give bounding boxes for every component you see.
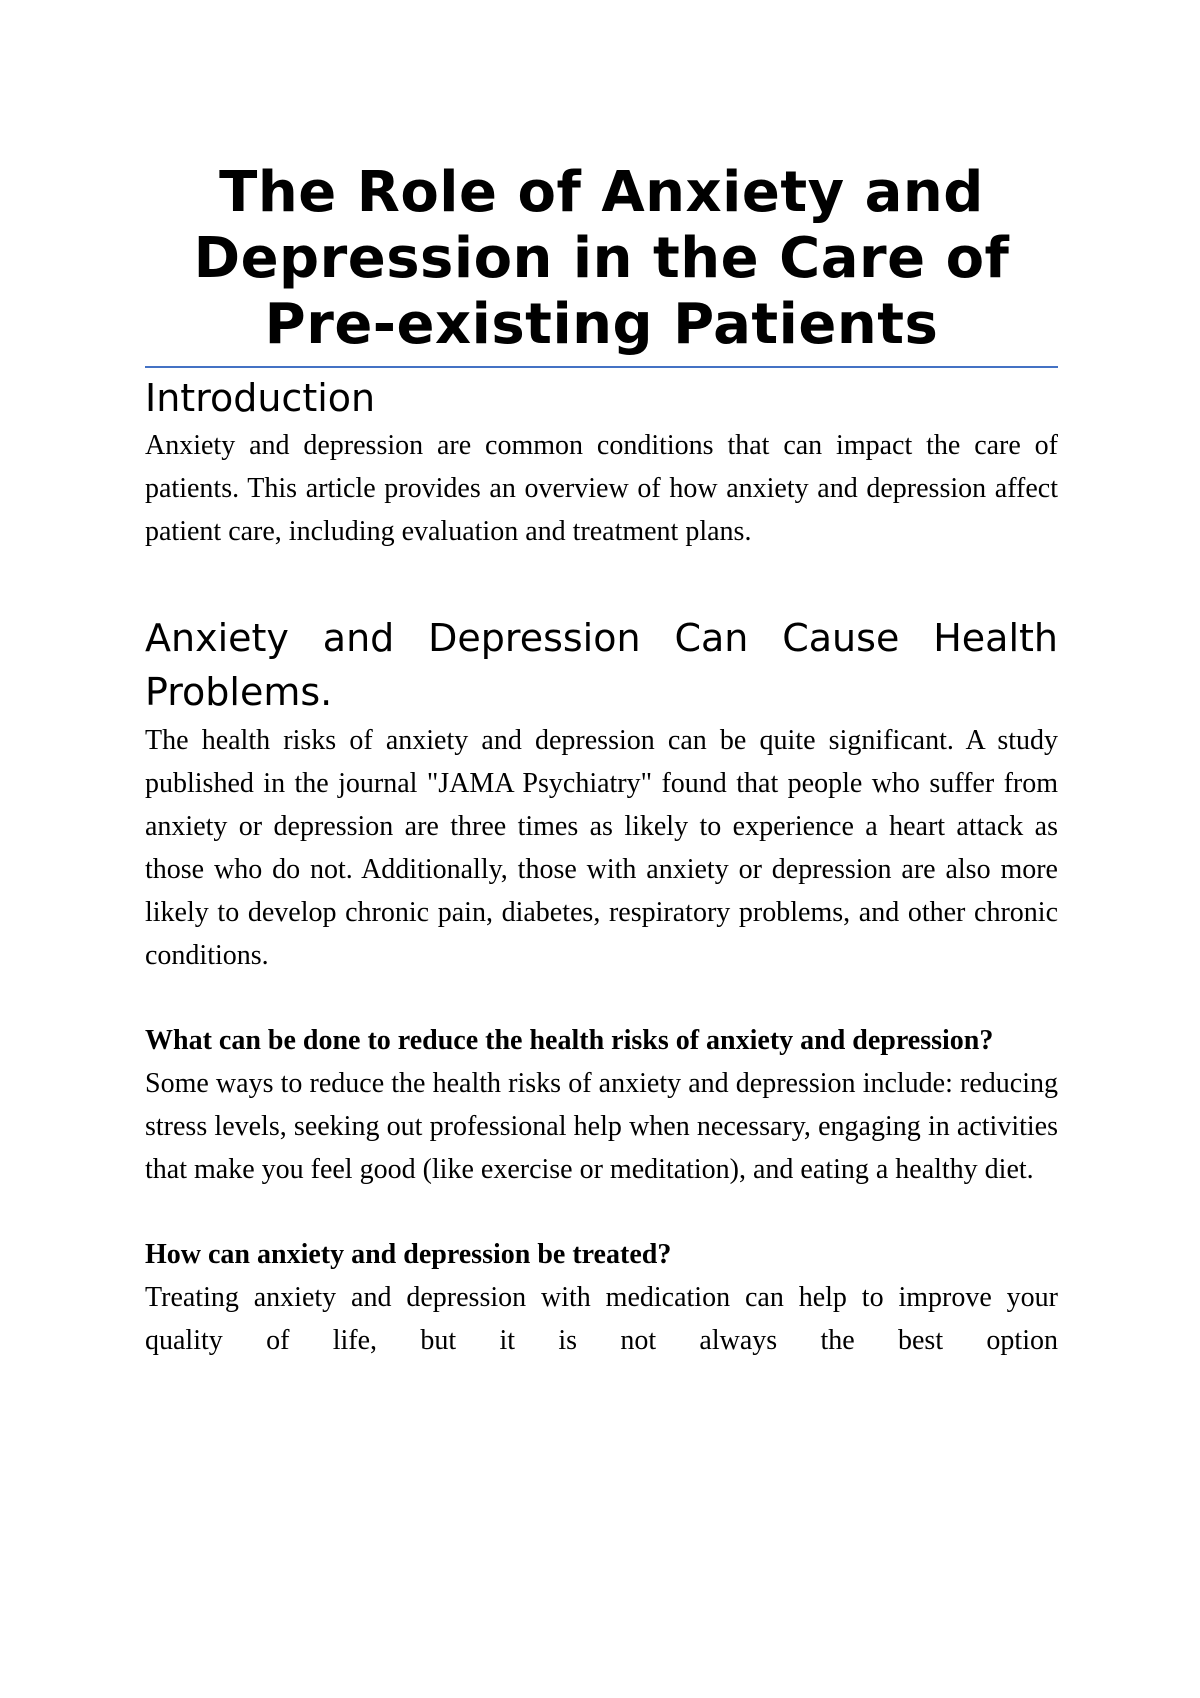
- document-title: The Role of Anxiety and Depression in the Care of Pre-existing Patients: [145, 160, 1058, 368]
- treatment-paragraph: Treating anxiety and depression with medication can help to improve your quality of life, but it is not always the best option: [145, 1282, 1058, 1356]
- document-page: [145, 160, 1058, 1362]
- reduce-risks-paragraph: Some ways to reduce the health risks of anxiety and depression include: reducing stress levels, seeking out professional help when necessary, engaging in activities that make you feel good (like exercise or meditation), and eating a healthy diet.: [145, 1068, 1058, 1185]
- health-problems-paragraph: The health risks of anxiety and depression can be quite significant. A study published in the journal "JAMA Psychiatry" found that people who suffer from anxiety or depression are three times as likely to experience a heart attack as those who do not. Additionally, those with anxiety or depression are also more likely to develop chronic pain, diabetes, respiratory problems, and other chronic conditions.: [145, 725, 1058, 971]
- subheading-reduce-risks: What can be done to reduce the health risks of anxiety and depression?: [145, 1025, 994, 1056]
- introduction-paragraph: Anxiety and depression are common conditions that can impact the care of patients. This article provides an overview of how anxiety and depression affect patient care, including evaluation and treatment plans.: [145, 430, 1058, 547]
- section-heading-health-problems: Anxiety and Depression Can Cause Health Problems.: [145, 616, 1058, 714]
- section-heading-introduction: Introduction: [145, 376, 376, 420]
- subheading-treatment: How can anxiety and depression be treated?: [145, 1239, 672, 1270]
